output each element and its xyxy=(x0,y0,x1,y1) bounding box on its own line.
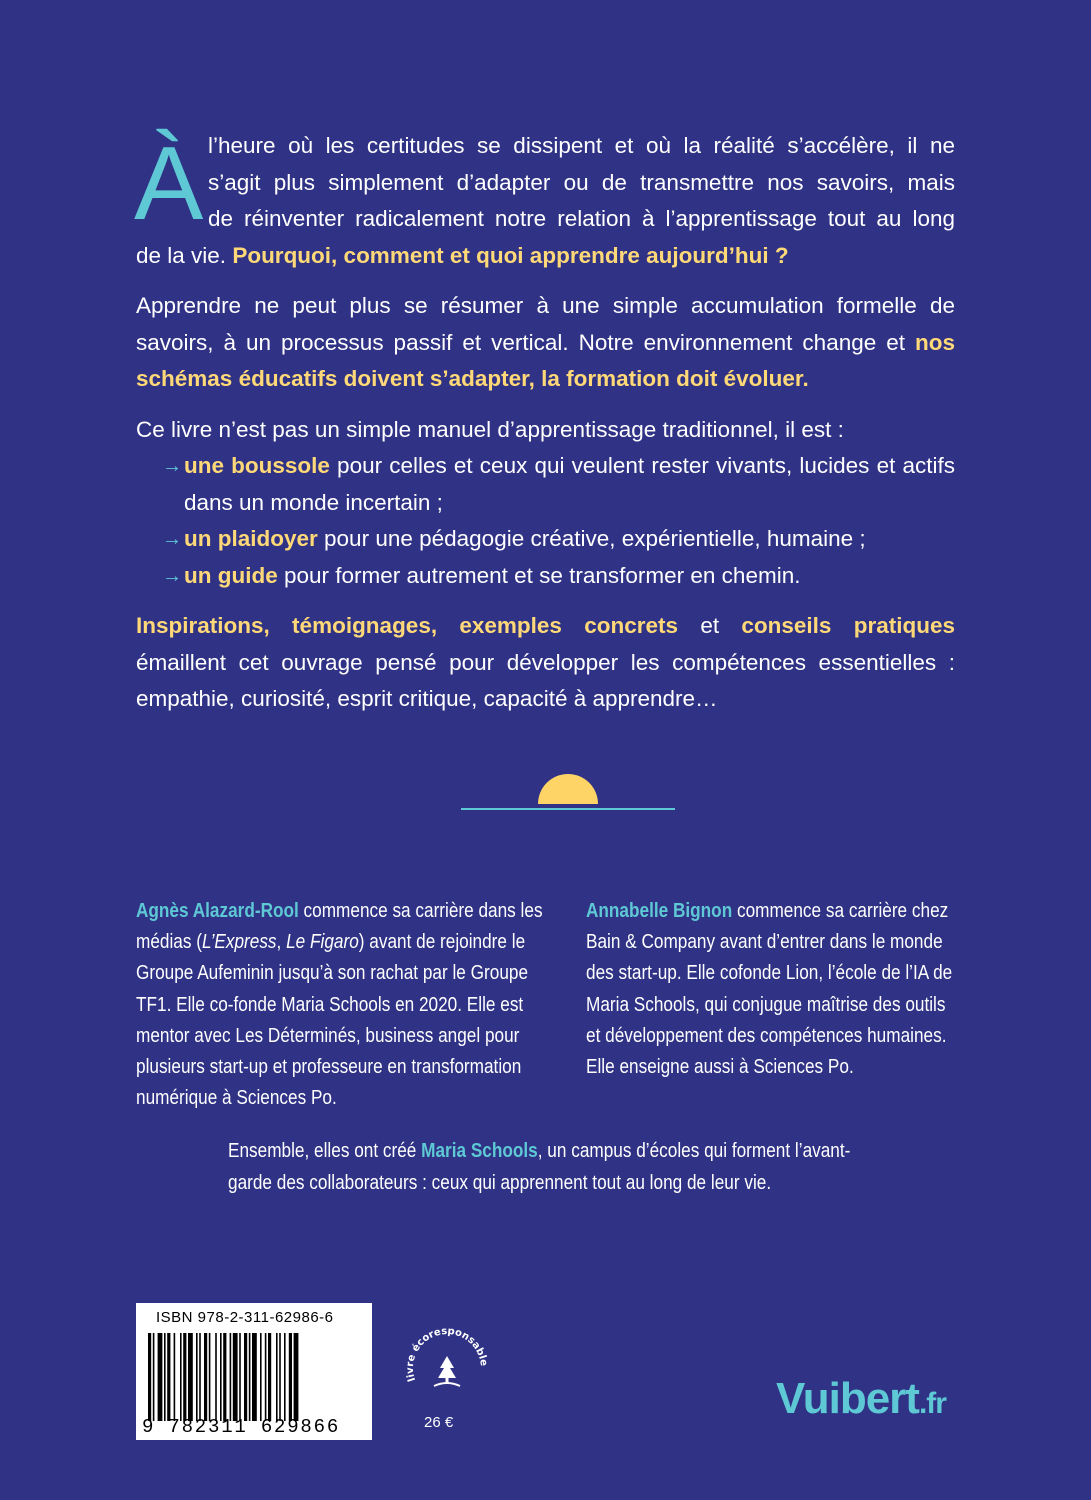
intro-line-1: l’heure où les certitudes se dissipent et où la réalité s’accélère, il ne xyxy=(208,133,955,158)
paragraph-3 xyxy=(136,412,955,595)
drop-cap: À xyxy=(134,126,204,242)
sunset-icon xyxy=(461,770,675,812)
barcode-bars xyxy=(148,1333,360,1421)
price: 26 € xyxy=(424,1414,454,1431)
intro-line-4: de la vie. Pourquoi, comment et quoi apprendre aujourd’hui ? xyxy=(136,242,789,268)
author-name: Agnès Alazard-Rool xyxy=(136,900,299,922)
arrow-icon: → xyxy=(162,528,182,550)
paragraph-3-intro: Ce livre n’est pas un simple manuel d’apprentissage traditionnel, il est : xyxy=(136,416,844,442)
author-bio-agnes: Agnès Alazard-Rool commence sa carrière dans les médias (L’Express, Le Figaro) avant de rejoindre le Groupe Aufeminin jusqu’à son rachat par le Groupe TF1. Elle co-fonde Maria Schools en 2020. Elle est mentor avec Les Déterminés, business angel pour plusieurs start-up et professeure en transformation numérique à Sciences Po. xyxy=(136,900,543,1110)
barcode-digits: 9 782311 629866 xyxy=(142,1416,341,1438)
bullet-list xyxy=(136,448,955,594)
list-item: → une boussole pour celles et ceux qui veulent rester vivants, lucides et actifs dans un monde incertain ; xyxy=(136,448,955,521)
isbn-label: ISBN 978-2-311-62986-6 xyxy=(156,1309,334,1326)
back-cover-blurb xyxy=(136,128,955,718)
intro-paragraph xyxy=(136,128,955,274)
author-bio-annabelle: Annabelle Bignon commence sa carrière chez Bain & Company avant d’entrer dans le monde des start-up. Elle cofonde Lion, l’école de l’IA de Maria Schools, qui conjugue maîtrise des outils et développement des compétences humaines. Elle enseigne aussi à Sciences Po. xyxy=(586,900,953,1079)
intro-line-2: s’agit plus simplement d’adapter ou de transmettre nos savoirs, mais xyxy=(208,169,955,195)
intro-question: Pourquoi, comment et quoi apprendre aujourd’hui ? xyxy=(232,242,789,268)
paragraph-2: Apprendre ne peut plus se résumer à une simple accumulation formelle de savoirs, à un processus passif et vertical. Notre environnement change et nos schémas éducatifs doivent s’adapter, la formation doit évoluer. xyxy=(136,293,955,391)
together-statement: Ensemble, elles ont créé Maria Schools, un campus d’écoles qui forment l’avant-garde des collaborateurs : ceux qui apprennent tout au long de leur vie. xyxy=(228,1140,851,1194)
isbn-barcode xyxy=(136,1303,372,1440)
eco-label-text: livre écoresponsable xyxy=(404,1325,490,1383)
intro-line-3: de réinventer radicalement notre relation à l’apprentissage tout au long xyxy=(208,206,955,231)
paragraph-4: Inspirations, témoignages, exemples concrets et conseils pratiques émaillent cet ouvrage pensé pour développer les compétences essentielles : empathie, curiosité, esprit critique, capacité à apprendre… xyxy=(136,613,955,711)
publisher-logo: Vuibert.fr xyxy=(776,1374,946,1423)
list-item: → un plaidoyer pour une pédagogie créative, expérientielle, humaine ; xyxy=(136,521,955,558)
list-item: → un guide pour former autrement et se transformer en chemin. xyxy=(136,558,955,595)
arrow-icon: → xyxy=(162,564,182,587)
arrow-icon: → xyxy=(162,455,182,477)
eco-label-icon xyxy=(402,1318,492,1408)
author-name: Annabelle Bignon xyxy=(586,900,733,922)
